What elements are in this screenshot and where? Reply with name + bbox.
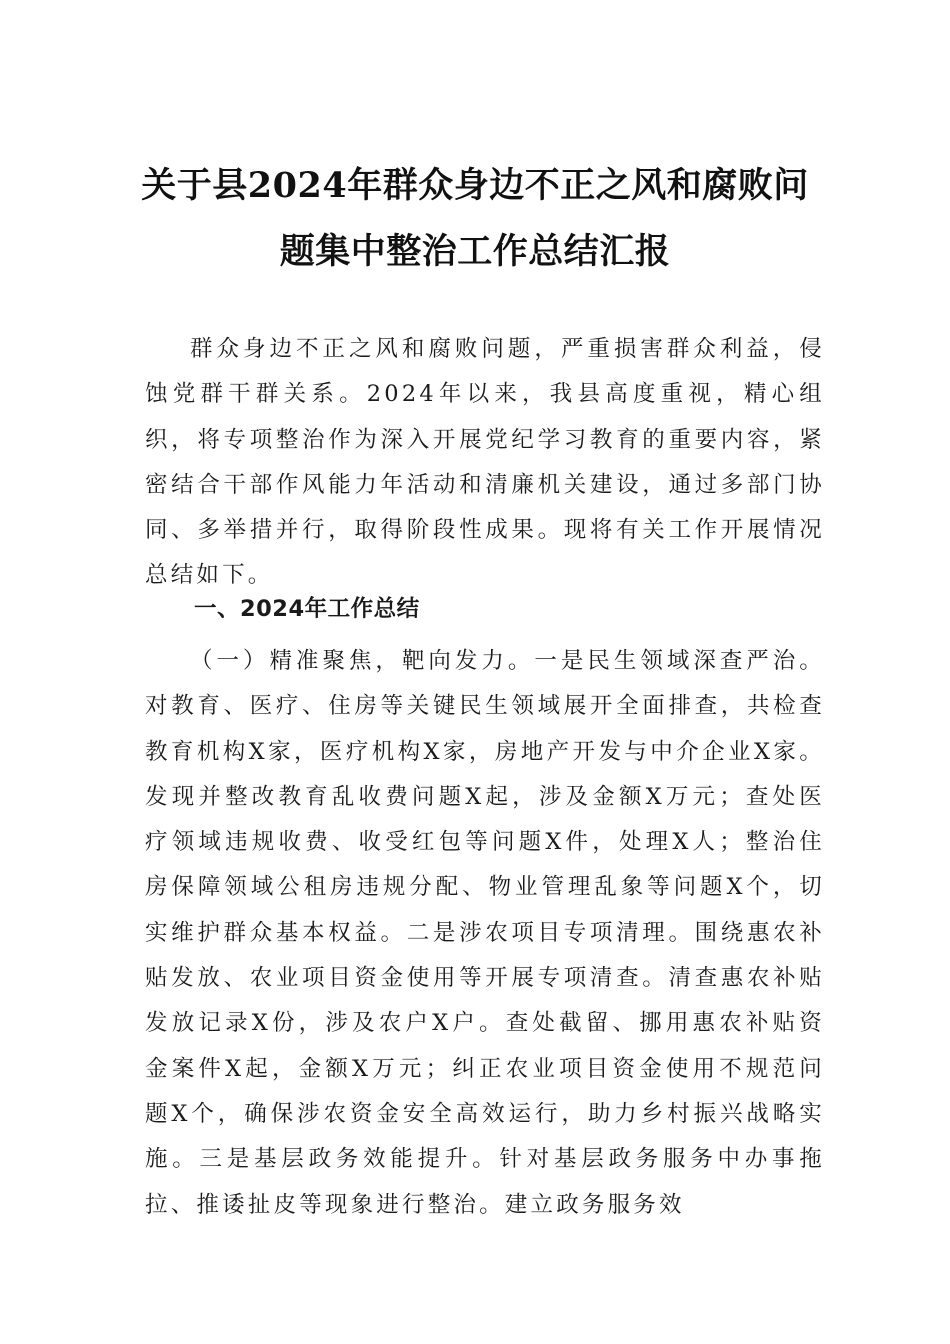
document-title-line-1: 关于县2024年群众身边不正之风和腐败问 xyxy=(141,165,809,206)
section-heading: 一、2024年工作总结 xyxy=(194,596,420,622)
document-title-line-2: 题集中整治工作总结汇报 xyxy=(279,231,671,272)
section-paragraph: （一）精准聚焦，靶向发力。一是民生领域深查严治。对教育、医疗、住房等关键民生领域展开全面排查，共检查教育机构X家，医疗机构X家，房地产开发与中介企业X家。发现并整改教育乱收费问题X起，涉及金额X万元；查处医疗领域违规收费、收受红包等问题X件，处理X人；整治住房保障领域公租房违规分配、物业管理乱象等问题X个，切实维护群众基本权益。二是涉农项目专项清理。围绕惠农补贴发放、农业项目资金使用等开展专项清查。清查惠农补贴发放记录X份，涉及农户X户。查处截留、挪用惠农补贴资金案件X起，金额X万元；纠正农业项目资金使用不规范问题X个，确保涉农资金安全高效运行，助力乡村振兴战略实施。三是基层政务效能提升。针对基层政务服务中办事拖拉、推诿扯皮等现象进行整治。建立政务服务效 xyxy=(145,648,825,1218)
intro-paragraph: 群众身边不正之风和腐败问题，严重损害群众利益，侵蚀党群干群关系。2024年以来，我县高度重视，精心组织，将专项整治作为深入开展党纪学习教育的重要内容，紧密结合干部作风能力年活动和清廉机关建设，通过多部门协同、多举措并行，取得阶段性成果。现将有关工作开展情况总结如下。 xyxy=(145,336,825,589)
